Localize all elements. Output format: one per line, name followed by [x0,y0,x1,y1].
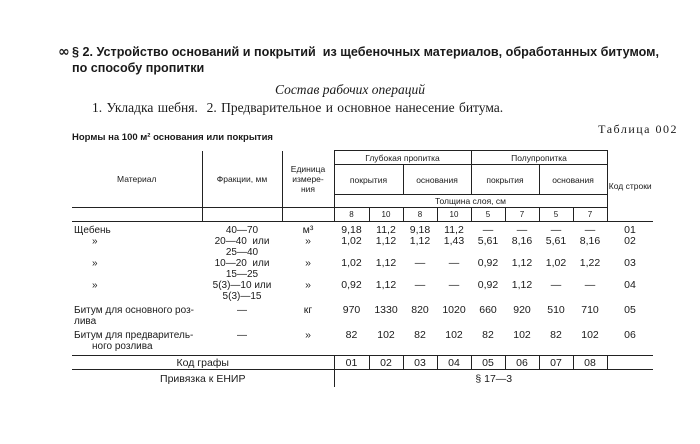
cell-value: — [584,224,596,236]
cell-code: 06 [624,329,636,341]
cell-value: 9,18 [409,224,431,236]
cell-value: 820 [411,304,429,316]
cell-value: — [414,257,426,269]
header-semi-impregnation: Полупропитка [471,151,607,165]
header-semi-cover: покрытия [471,165,539,195]
column-code: 04 [437,356,471,370]
cell-value: 5,61 [477,235,499,247]
operations-list: 1. Укладка шебня. 2. Предварительное и основное нанесение битума. [92,100,504,115]
cell-value: 510 [547,304,565,316]
column-code: 02 [369,356,403,370]
table-row [72,305,653,316]
cell-code: 03 [624,257,636,269]
header-deep-cover: покрытия [334,165,403,195]
column-code: 08 [573,356,607,370]
cell-value: 1,12 [511,257,533,269]
header-spacer [282,208,334,222]
table-row [72,280,653,291]
cell-material: Щебень [74,225,111,236]
operations-subtitle: Состав рабочих операций [274,82,426,97]
cell-unit: » [305,329,311,341]
section-heading [72,44,672,76]
cell-value: 1330 [374,304,398,316]
cell-unit: м³ [302,224,314,236]
table-body [72,222,653,356]
cell-value: 1,02 [341,235,362,247]
header-thickness-value: 8 [334,208,369,222]
norms-caption: Нормы на 100 м² основания или покрытия [72,132,273,143]
cell-value: 1,12 [511,279,533,291]
cell-value: 710 [581,304,599,316]
cell-value: 0,92 [477,257,499,269]
cell-value: 82 [345,329,358,341]
header-thickness-value: 10 [437,208,471,222]
cell-fraction: — [237,330,247,341]
header-row-code: Код строки [607,151,653,222]
cell-unit: кг [303,304,313,316]
column-code-label: Код графы [72,356,334,370]
cell-value: 5,61 [545,235,567,247]
cell-material: » [92,280,98,291]
cell-value: 82 [550,329,562,341]
cell-value: 920 [513,304,531,316]
cell-value: 1,22 [579,257,601,269]
header-fraction: Фракции, мм [202,151,282,208]
cell-fraction: 40—70 [225,225,259,236]
cell-code: 05 [624,304,636,316]
cell-value: — [584,279,596,291]
table-row-continuation [72,269,653,280]
cell-value: 9,18 [341,224,362,236]
cell-value: 8,16 [579,235,601,247]
cell-value: 1,12 [375,235,397,247]
cell-value: 1,12 [409,235,431,247]
cell-value: — [448,257,460,269]
table-number: Таблица 002 [598,122,678,136]
cell-value: 1,02 [545,257,567,269]
column-code: 07 [539,356,573,370]
cell-value: 1,02 [341,257,362,269]
cell-value: 1,43 [443,235,465,247]
cell-material: » [92,258,98,269]
header-thickness-value: 5 [539,208,573,222]
cell-fraction: — [237,305,247,316]
cell-value: 1,12 [375,279,397,291]
section-marker: ∞ [58,44,70,60]
cell-fraction: 20—40 или [214,236,270,247]
column-code: 06 [505,356,539,370]
header-deep-impregnation: Глубокая пропитка [334,151,471,165]
cell-value: 102 [513,329,531,341]
header-thickness-value: 5 [471,208,505,222]
column-code-row [72,356,653,370]
header-thickness-value: 10 [369,208,403,222]
cell-value: — [414,279,426,291]
enir-row [72,370,653,388]
cell-fraction: 25—40 [225,247,259,258]
cell-value: 102 [445,329,463,341]
cell-value: — [482,224,494,236]
column-code: 05 [471,356,505,370]
cell-fraction: 5(3)—15 [222,291,262,302]
cell-value: — [550,279,562,291]
table-row [72,330,653,341]
cell-unit: » [305,257,311,269]
header-thickness-value: 8 [403,208,437,222]
header-spacer [72,208,202,222]
header-thickness-value: 7 [573,208,607,222]
cell-value: 660 [479,304,497,316]
cell-value: — [550,224,562,236]
cell-value: — [516,224,528,236]
table-row [72,258,653,269]
cell-code: 01 [624,224,636,236]
column-code: 03 [403,356,437,370]
cell-value: 82 [414,329,426,341]
table-header [72,151,653,222]
header-unit: Единица измере-ния [282,151,334,208]
cell-value: 11,2 [444,224,464,236]
cell-code: 02 [624,235,636,247]
enir-label: Привязка к ЕНИР [160,372,246,385]
cell-value: 102 [581,329,599,341]
cell-value: 11,2 [376,224,396,236]
table-row-continuation [72,341,653,352]
column-code: 01 [334,356,369,370]
cell-material: Битум для предваритель- [74,330,194,341]
section-heading-line1: § 2. Устройство оснований и покрытий из щебеночных материалов, обработанных битумом, [72,45,659,59]
cell-unit: » [305,235,311,247]
table-row-continuation [72,316,653,327]
table-footer [72,356,653,388]
cell-material: лива [74,316,97,327]
cell-value: 0,92 [477,279,499,291]
header-semi-base: основания [539,165,607,195]
header-thickness: Толщина слоя, см [334,195,607,208]
table-row-continuation [72,291,653,302]
cell-fraction: 5(3)—10 или [212,280,272,291]
cell-value: 102 [377,329,395,341]
norms-table [72,150,653,387]
cell-value: 1,12 [375,257,397,269]
header-spacer [202,208,282,222]
header-deep-base: основания [403,165,471,195]
cell-material: Битум для основного роз- [74,305,194,316]
cell-value: 1020 [442,304,466,316]
enir-reference: § 17—3 [334,370,653,388]
section-heading-line2: по способу пропитки [72,61,205,75]
header-material: Материал [72,151,202,208]
cell-code: 04 [624,279,636,291]
cell-material: » [92,236,98,247]
table-row [72,236,653,247]
cell-fraction: 10—20 или [214,258,270,269]
cell-fraction: 15—25 [225,269,259,280]
cell-material: ного розлива [92,341,153,352]
cell-value: 82 [482,329,494,341]
header-thickness-value: 7 [505,208,539,222]
cell-value: 970 [342,304,361,316]
cell-value: 8,16 [511,235,533,247]
cell-unit: » [305,279,311,291]
cell-value: — [448,279,460,291]
cell-value: 0,92 [341,279,362,291]
